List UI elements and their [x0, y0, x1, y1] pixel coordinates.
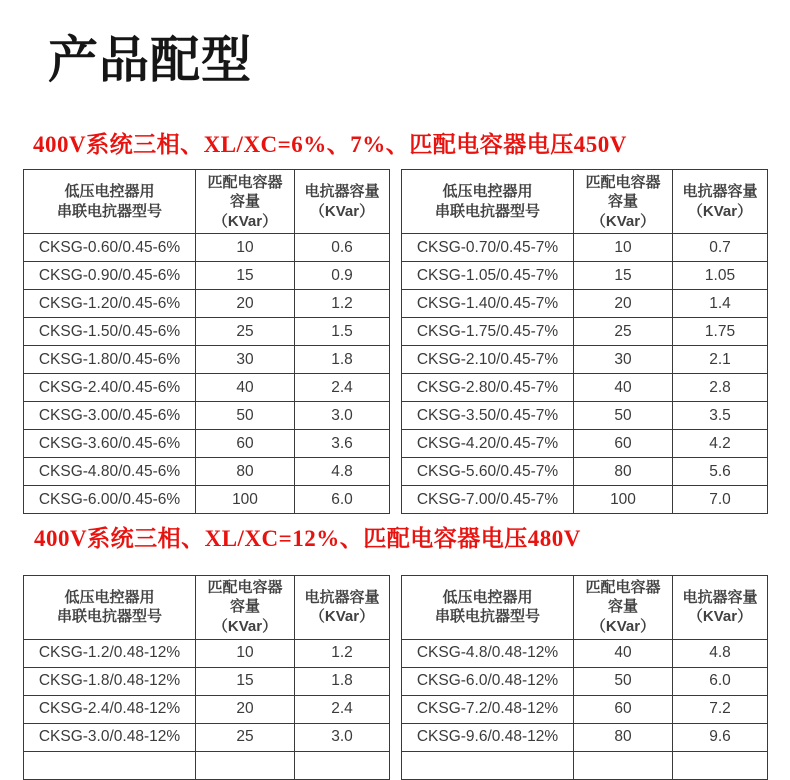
header-line: （KVar）	[212, 617, 278, 635]
capacitor-capacity-cell	[574, 751, 673, 779]
reactor-capacity-cell	[295, 751, 390, 779]
reactor-capacity-cell: 3.6	[295, 430, 390, 458]
header-line: （KVar）	[309, 202, 375, 220]
model-cell: CKSG-6.0/0.48-12%	[402, 667, 574, 695]
model-cell: CKSG-1.80/0.45-6%	[24, 346, 196, 374]
model-cell: CKSG-1.20/0.45-6%	[24, 290, 196, 318]
table-row	[24, 374, 390, 402]
capacitor-capacity-cell: 25	[196, 318, 295, 346]
reactor-capacity-cell: 5.6	[673, 458, 768, 486]
capacitor-capacity-header	[196, 575, 295, 639]
model-cell: CKSG-9.6/0.48-12%	[402, 723, 574, 751]
table-row	[402, 346, 768, 374]
capacitor-capacity-cell: 10	[574, 234, 673, 262]
header-line: （KVar）	[309, 608, 375, 626]
reactor-capacity-header	[673, 170, 768, 234]
model-cell: CKSG-2.10/0.45-7%	[402, 346, 574, 374]
header-line: 匹配电容器	[207, 578, 283, 596]
capacitor-capacity-cell: 10	[196, 639, 295, 667]
model-cell: CKSG-7.00/0.45-7%	[402, 486, 574, 514]
reactor-capacity-cell: 4.2	[673, 430, 768, 458]
reactor-capacity-cell: 2.8	[673, 374, 768, 402]
model-cell: CKSG-3.00/0.45-6%	[24, 402, 196, 430]
capacitor-capacity-cell: 15	[574, 262, 673, 290]
spec-table-7-percent	[401, 169, 768, 514]
model-cell: CKSG-3.50/0.45-7%	[402, 402, 574, 430]
model-header	[402, 575, 574, 639]
table-row	[402, 402, 768, 430]
header-line: 串联电抗器型号	[56, 202, 162, 220]
table-row	[402, 430, 768, 458]
header-line: （KVar）	[687, 202, 753, 220]
model-cell: CKSG-4.8/0.48-12%	[402, 639, 574, 667]
table-row	[24, 290, 390, 318]
reactor-capacity-cell: 7.0	[673, 486, 768, 514]
section-heading-450v: 400V系统三相、XL/XC=6%、7%、匹配电容器电压450V	[33, 132, 627, 157]
table-row	[402, 723, 768, 751]
header-line: 电抗器容量	[682, 588, 758, 606]
reactor-capacity-cell: 4.8	[673, 639, 768, 667]
table-row	[402, 639, 768, 667]
product-spec-page	[0, 33, 790, 780]
spec-table-6-percent	[23, 169, 390, 514]
capacitor-capacity-cell: 15	[196, 667, 295, 695]
table-row	[24, 430, 390, 458]
header-line: 匹配电容器	[585, 578, 661, 596]
capacitor-capacity-cell: 60	[196, 430, 295, 458]
model-cell: CKSG-1.50/0.45-6%	[24, 318, 196, 346]
table-row	[24, 639, 390, 667]
model-cell: CKSG-0.90/0.45-6%	[24, 262, 196, 290]
table-row	[24, 402, 390, 430]
model-cell: CKSG-6.00/0.45-6%	[24, 486, 196, 514]
model-cell: CKSG-7.2/0.48-12%	[402, 695, 574, 723]
reactor-capacity-cell: 7.2	[673, 695, 768, 723]
model-cell: CKSG-0.70/0.45-7%	[402, 234, 574, 262]
table-row	[24, 723, 390, 751]
table-row	[402, 667, 768, 695]
header-line: 容量	[607, 598, 638, 616]
table-row	[402, 695, 768, 723]
reactor-capacity-header	[673, 575, 768, 639]
capacitor-capacity-cell: 50	[574, 402, 673, 430]
header-line: 电抗器容量	[304, 588, 380, 606]
model-cell: CKSG-2.80/0.45-7%	[402, 374, 574, 402]
reactor-capacity-cell: 0.6	[295, 234, 390, 262]
reactor-capacity-cell: 2.4	[295, 374, 390, 402]
reactor-capacity-cell: 3.0	[295, 402, 390, 430]
capacitor-capacity-cell: 100	[196, 486, 295, 514]
capacitor-capacity-cell	[196, 751, 295, 779]
capacitor-capacity-cell: 20	[574, 290, 673, 318]
table-row	[24, 262, 390, 290]
table-row	[402, 262, 768, 290]
header-line: （KVar）	[212, 212, 278, 230]
header-line: 串联电抗器型号	[56, 608, 162, 626]
table-row	[402, 318, 768, 346]
model-cell: CKSG-4.80/0.45-6%	[24, 458, 196, 486]
section-xlxc-12-percent	[0, 526, 790, 779]
model-cell: CKSG-5.60/0.45-7%	[402, 458, 574, 486]
header-line: 低压电控器用	[442, 588, 533, 606]
header-line: 容量	[607, 193, 638, 211]
header-row	[24, 170, 390, 234]
reactor-capacity-cell: 2.4	[295, 695, 390, 723]
spec-table-12-percent-right	[401, 575, 768, 780]
header-line: 电抗器容量	[304, 183, 380, 201]
header-line: 低压电控器用	[64, 588, 155, 606]
reactor-capacity-header	[295, 575, 390, 639]
model-header	[24, 575, 196, 639]
capacitor-capacity-cell: 80	[574, 723, 673, 751]
header-line: 匹配电容器	[207, 173, 283, 191]
table-row	[402, 458, 768, 486]
capacitor-capacity-cell: 40	[574, 639, 673, 667]
capacitor-capacity-cell: 20	[196, 695, 295, 723]
reactor-capacity-cell: 3.0	[295, 723, 390, 751]
capacitor-capacity-cell: 30	[196, 346, 295, 374]
reactor-capacity-cell: 1.8	[295, 346, 390, 374]
model-cell: CKSG-0.60/0.45-6%	[24, 234, 196, 262]
table-row	[24, 458, 390, 486]
spec-table-12-percent-left	[23, 575, 390, 780]
header-line: （KVar）	[687, 608, 753, 626]
table-row	[402, 290, 768, 318]
capacitor-capacity-header	[574, 170, 673, 234]
model-cell	[402, 751, 574, 779]
model-cell: CKSG-1.05/0.45-7%	[402, 262, 574, 290]
reactor-capacity-cell: 2.1	[673, 346, 768, 374]
reactor-capacity-cell: 1.2	[295, 290, 390, 318]
model-header	[24, 170, 196, 234]
page-title: 产品配型	[48, 32, 252, 88]
header-line: 串联电抗器型号	[434, 202, 540, 220]
reactor-capacity-cell: 3.5	[673, 402, 768, 430]
header-line: 容量	[229, 193, 260, 211]
model-cell: CKSG-2.4/0.48-12%	[24, 695, 196, 723]
capacitor-capacity-cell: 40	[574, 374, 673, 402]
section-xlxc-6-7-percent	[0, 132, 790, 514]
reactor-capacity-cell: 1.75	[673, 318, 768, 346]
table-row	[402, 486, 768, 514]
model-header	[402, 170, 574, 234]
model-cell: CKSG-2.40/0.45-6%	[24, 374, 196, 402]
header-row	[24, 575, 390, 639]
table-row	[24, 695, 390, 723]
model-cell: CKSG-1.8/0.48-12%	[24, 667, 196, 695]
capacitor-capacity-cell: 30	[574, 346, 673, 374]
reactor-capacity-cell: 4.8	[295, 458, 390, 486]
header-line: 电抗器容量	[682, 183, 758, 201]
reactor-capacity-cell: 9.6	[673, 723, 768, 751]
capacitor-capacity-cell: 40	[196, 374, 295, 402]
reactor-capacity-cell: 6.0	[295, 486, 390, 514]
table-row	[24, 234, 390, 262]
header-line: 容量	[229, 598, 260, 616]
capacitor-capacity-cell: 25	[574, 318, 673, 346]
capacitor-capacity-cell: 60	[574, 430, 673, 458]
reactor-capacity-cell: 1.5	[295, 318, 390, 346]
reactor-capacity-cell: 0.9	[295, 262, 390, 290]
header-line: 低压电控器用	[64, 183, 155, 201]
header-line: 匹配电容器	[585, 173, 661, 191]
header-line: （KVar）	[590, 617, 656, 635]
reactor-capacity-cell: 1.05	[673, 262, 768, 290]
header-row	[402, 575, 768, 639]
model-cell	[24, 751, 196, 779]
capacitor-capacity-cell: 60	[574, 695, 673, 723]
tables-row-450v	[23, 169, 790, 514]
partial-clipped-row	[24, 751, 390, 779]
reactor-capacity-header	[295, 170, 390, 234]
table-row	[24, 318, 390, 346]
reactor-capacity-cell: 1.2	[295, 639, 390, 667]
model-cell: CKSG-1.75/0.45-7%	[402, 318, 574, 346]
capacitor-capacity-cell: 50	[574, 667, 673, 695]
reactor-capacity-cell: 1.4	[673, 290, 768, 318]
table-row	[24, 667, 390, 695]
reactor-capacity-cell: 0.7	[673, 234, 768, 262]
model-cell: CKSG-1.40/0.45-7%	[402, 290, 574, 318]
capacitor-capacity-cell: 100	[574, 486, 673, 514]
capacitor-capacity-cell: 50	[196, 402, 295, 430]
capacitor-capacity-header	[574, 575, 673, 639]
capacitor-capacity-header	[196, 170, 295, 234]
model-cell: CKSG-3.60/0.45-6%	[24, 430, 196, 458]
model-cell: CKSG-1.2/0.48-12%	[24, 639, 196, 667]
capacitor-capacity-cell: 15	[196, 262, 295, 290]
header-row	[402, 170, 768, 234]
section-heading-480v: 400V系统三相、XL/XC=12%、匹配电容器电压480V	[34, 526, 581, 552]
capacitor-capacity-cell: 80	[574, 458, 673, 486]
table-row	[402, 234, 768, 262]
capacitor-capacity-cell: 25	[196, 723, 295, 751]
tables-row-480v	[23, 575, 790, 780]
model-cell: CKSG-4.20/0.45-7%	[402, 430, 574, 458]
model-cell: CKSG-3.0/0.48-12%	[24, 723, 196, 751]
table-row	[402, 374, 768, 402]
reactor-capacity-cell: 6.0	[673, 667, 768, 695]
capacitor-capacity-cell: 20	[196, 290, 295, 318]
header-line: 串联电抗器型号	[434, 608, 540, 626]
table-row	[24, 486, 390, 514]
table-row	[24, 346, 390, 374]
capacitor-capacity-cell: 10	[196, 234, 295, 262]
header-line: 低压电控器用	[442, 183, 533, 201]
capacitor-capacity-cell: 80	[196, 458, 295, 486]
reactor-capacity-cell: 1.8	[295, 667, 390, 695]
partial-clipped-row	[402, 751, 768, 779]
reactor-capacity-cell	[673, 751, 768, 779]
header-line: （KVar）	[590, 212, 656, 230]
